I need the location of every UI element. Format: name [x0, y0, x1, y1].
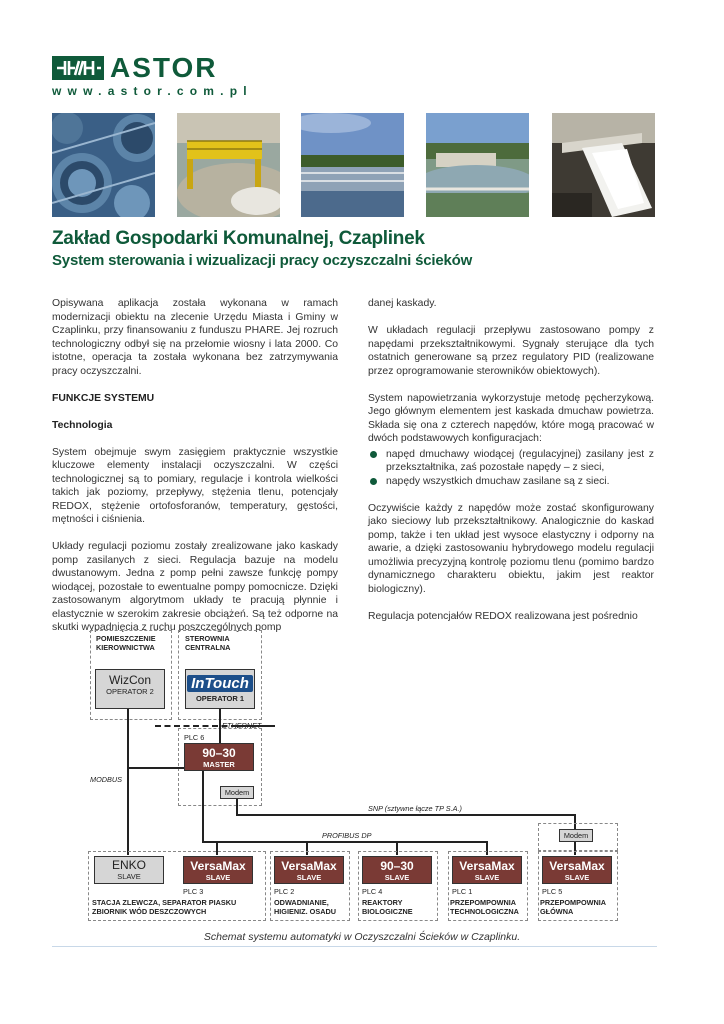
filter-aerial-photo	[52, 113, 155, 217]
flow-control-paragraph: W układach regulacji przepływu zastosowano pompy z napędami przekształtnikowymi. Sygnały sterujące dla tych ostatnich generowane są przez regulatory PID (realizowane przez oprogramowanie sterowników obiektowych).	[368, 325, 654, 377]
diagram-caption: Schemat systemu automatyki w Oczyszczalni Ścieków w Czaplinku.	[203, 931, 521, 943]
modbus-link	[127, 709, 129, 855]
plc5-versamax-slave: VersaMax SLAVE	[542, 856, 612, 884]
plc3-location: STACJA ZLEWCZA, SEPARATOR PIASKU ZBIORNIK WÓD DESZCZOWYCH	[92, 898, 237, 916]
plc5-location: PRZEPOMPOWNIA GŁÓWNA	[540, 898, 607, 916]
plc3-versamax-slave: VersaMax SLAVE	[183, 856, 253, 884]
plc4-label: PLC 4	[362, 887, 383, 896]
redox-paragraph: Regulacja potencjałów REDOX realizowana jest pośrednio	[368, 610, 638, 622]
settling-tank-photo	[426, 113, 529, 217]
cascade-continuation: danej kaskady.	[368, 298, 437, 309]
plc3-label: PLC 3	[183, 887, 204, 896]
profibus-label: PROFIBUS DP	[322, 831, 372, 840]
plc1-versamax-slave: VersaMax SLAVE	[452, 856, 522, 884]
plc2-location: ODWADNIANIE, HIGIENIZ. OSADU	[274, 898, 337, 916]
snp-label: SNP (sztywne łącze TP S.A.)	[368, 804, 462, 813]
modbus-to-master	[129, 767, 184, 769]
plc2-versamax-slave: VersaMax SLAVE	[274, 856, 344, 884]
plc4-location: REAKTORY BIOLOGICZNE	[362, 898, 413, 916]
intro-paragraph: Opisywana aplikacja została wykonana w ramach modernizacji obiektu na zlecenie Urzędu Miasta i Gminy w Czaplinku, przy finansowaniu z funduszu PHARE. Jej rozruch technologiczny odbył się na przełomie wiosny i lata 2000. Co istotne, operacja ta została wykonana bez zatrzymywania pracy oczyszczalni.	[52, 298, 338, 377]
clarifier-bridge-photo	[177, 113, 280, 217]
technology-paragraph: System obejmuje swym zasięgiem praktycznie wszystkie kluczowe elementy instalacji oczyszczalni. W części technologicznej są to pomiary, regulacje i kontrola wielkości takich jak poziomy, przepływy, stężenia tlenu, potencjały REDOX, stężenie ortofosforanów, temperatury, gęstości, mętności i ciśnienia.	[52, 446, 338, 525]
modbus-label: MODBUS	[90, 775, 123, 784]
intouch-operator-station: InTouch OPERATOR 1	[185, 669, 255, 709]
plc2-label: PLC 2	[274, 887, 295, 896]
room1-label: POMIESZCZENIE KIEROWNICTWA	[96, 634, 156, 652]
wizcon-operator-station: WizCon OPERATOR 2	[95, 669, 165, 709]
drives-paragraph: Oczywiście każdy z napędów może zostać skonfigurowany jako sieciowy lub przekształtnikowy. Analogicznie do kaskad pomp, także i ten układ jest wysoce elastyczny i odporny na awarie, a dzięki zastosowaniu hybrydowego modelu regulacji umożliwia precyzyjną kontrolę poziomu tlenu (pomimo bardzo dynamicznego charakteru obiektu, jakim jest reaktor biologiczny).	[368, 502, 654, 595]
brand-name: ASTOR	[110, 52, 218, 83]
profibus-down	[202, 771, 204, 842]
list-item: napędy wszystkich dmuchaw zasilane są z sieci.	[368, 475, 654, 489]
snp-link	[236, 814, 576, 816]
brand-url[interactable]: www.astor.com.pl	[52, 84, 253, 98]
astor-logo-mark-icon	[52, 56, 104, 80]
list-item: napęd dmuchawy wiodącej (regulacyjnej) zasilany jest z przekształtnika, zaś pozostałe napędy – z sieci,	[368, 448, 654, 475]
config-list	[368, 448, 654, 489]
page-subtitle: System sterowania i wizualizacji pracy oczyszczalni ścieków	[52, 252, 473, 269]
plc6-label: PLC 6	[184, 733, 205, 742]
ethernet-label: ETHERNET	[222, 721, 262, 730]
plc5-label: PLC 5	[542, 887, 563, 896]
tank-walkway-photo	[301, 113, 404, 217]
subsection-heading: Technologia	[52, 419, 113, 431]
intouch-to-master-link	[219, 709, 221, 743]
level-control-paragraph: Układy regulacji poziomu zostały zrealizowane jako kaskady pomp zasilanych z sieci. Regulacja bazuje na modelu dwustanowym. Jedna z pomp pełni zawsze funkcję pompy wiodącej, pozostałe to ewentualne pompy pomocnicze. Dzięki zastosowanym algorytmom układy te pracują płynnie i elastycznie w szerokim zakresie obciążeń. Są też odporne na skutki wypadnięcia z ruchu poszczególnych pomp	[52, 541, 338, 633]
bottom-divider	[52, 946, 657, 947]
plc4-9030-slave: 90–30 SLAVE	[362, 856, 432, 884]
master-modem: Modem	[220, 786, 254, 799]
enko-slave: ENKO SLAVE	[94, 856, 164, 884]
intouch-logo: InTouch	[187, 675, 253, 692]
automation-system-diagram	[0, 625, 724, 955]
water-outflow-photo	[552, 113, 655, 217]
room2-label: STEROWNIA CENTRALNA	[185, 634, 231, 652]
snp-down	[236, 799, 238, 815]
left-column	[52, 297, 338, 648]
section-heading: FUNKCJE SYSTEMU	[52, 392, 155, 404]
slave-modem: Modem	[559, 829, 593, 842]
profibus-link	[202, 841, 488, 843]
page-title: Zakład Gospodarki Komunalnej, Czaplinek	[52, 228, 425, 249]
plc1-label: PLC 1	[452, 887, 473, 896]
plc1-location: PRZEPOMPOWNIA TECHNOLOGICZNA	[450, 898, 519, 916]
aeration-paragraph: System napowietrzania wykorzystuje metodę pęcherzykową. Jego głównym elementem jest kaskada dmuchaw powietrza. Składa się ona z czterech napędów, które mogą pracować w dwóch podstawowych konfiguracjach:	[368, 392, 654, 444]
astor-logo	[52, 52, 218, 83]
right-column	[368, 297, 654, 637]
master-plc: 90–30 MASTER	[184, 743, 254, 771]
